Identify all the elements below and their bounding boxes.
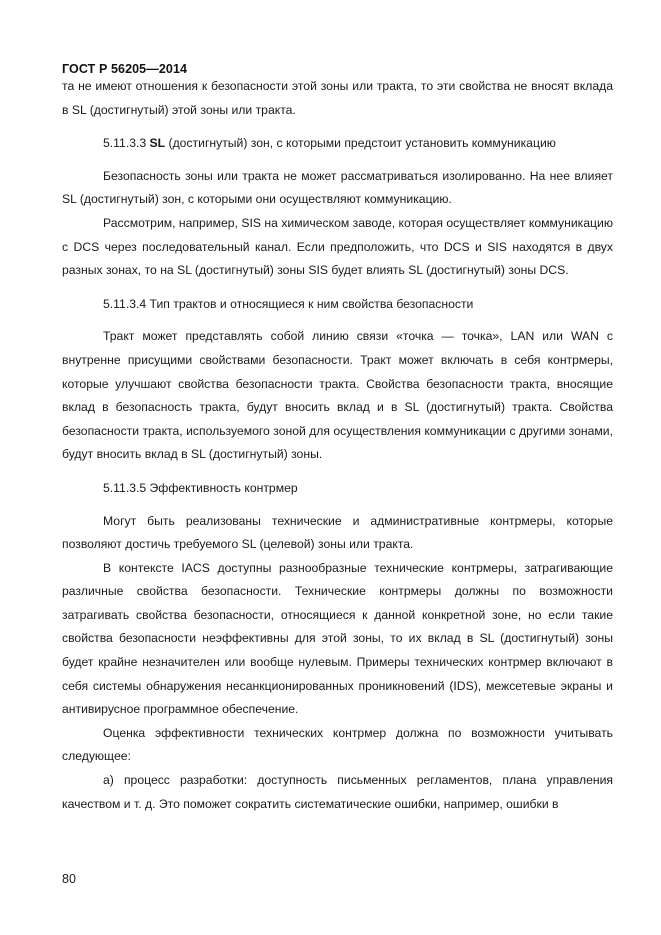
body-text [62, 75, 613, 816]
paragraph: Могут быть реализованы технические и административные контрмеры, которые позволяют достичь требуемого SL (целевой) зоны или тракта. [62, 513, 613, 552]
document-header: ГОСТ Р 56205—2014 [62, 62, 188, 76]
paragraph: Оценка эффективности технических контрмер должна по возможности учитывать следующее: [62, 725, 613, 764]
section-heading-bold: SL [149, 136, 166, 151]
section-heading-5-11-3-3 [62, 132, 613, 156]
section-heading-rest: (достигнутый) зон, с которыми предстоит установить коммуникацию [168, 136, 556, 151]
section-heading-5-11-3-5: 5.11.3.5 Эффективность контрмер [103, 480, 298, 495]
paragraph: Рассмотрим, например, SIS на химическом заводе, которая осуществляет коммуникацию с DCS через последовательный канал. Если предположить, что DCS и SIS находятся в двух разных зонах, то на SL (достигнутый) зоны SIS будет влиять SL (достигнутый) зоны DCS. [62, 215, 613, 278]
paragraph-intro-continuation: та не имеют отношения к безопасности этой зоны или тракта, то эти свойства не вносят вклада в SL (достигнутый) этой зоны или тракта. [62, 79, 613, 117]
page-number: 80 [62, 872, 76, 886]
paragraph: Тракт может представлять собой линию связи «точка — точка», LAN или WAN с внутренне присущими свойствами безопасности. Тракт может включать в себя контрмеры, которые улучшают свойства безопасности тракта. Свойства безопасности тракта, вносящие вклад в безопасность тракта, будут вносить вклад и в SL (достигнутый) тракта. Свойства безопасности тракта, используемого зоной для осуществления коммуникации с другими зонами, будут вносить вклад в SL (достигнутый) зоны. [62, 329, 613, 462]
list-item-a: а) процесс разработки: доступность письменных регламентов, плана управления качеством и т. д. Это поможет сократить систематические ошибки, например, ошибки в [62, 773, 613, 811]
paragraph: Безопасность зоны или тракта не может рассматриваться изолированно. На нее влияет SL (достигнутый) зон, с которыми они осуществляют коммуникацию. [62, 168, 613, 207]
paragraph: В контексте IACS доступны разнообразные технические контрмеры, затрагивающие различные свойства безопасности. Технические контрмеры должны по возможности затрагивать свойства безопасности, относящиеся к данной конкретной зоне, но если такие свойства безопасности неэффективны для этой зоны, то их вклад в SL (достигнутый) зоны будет крайне незначителен или вообще нулевым. Примеры технических контрмер включают в себя системы обнаружения несанкционированных проникновений (IDS), межсетевые экраны и антивирусное программное обеспечение. [62, 560, 613, 717]
section-heading-5-11-3-4: 5.11.3.4 Тип трактов и относящиеся к ним свойства безопасности [103, 296, 474, 311]
section-number: 5.11.3.3 [103, 136, 147, 151]
